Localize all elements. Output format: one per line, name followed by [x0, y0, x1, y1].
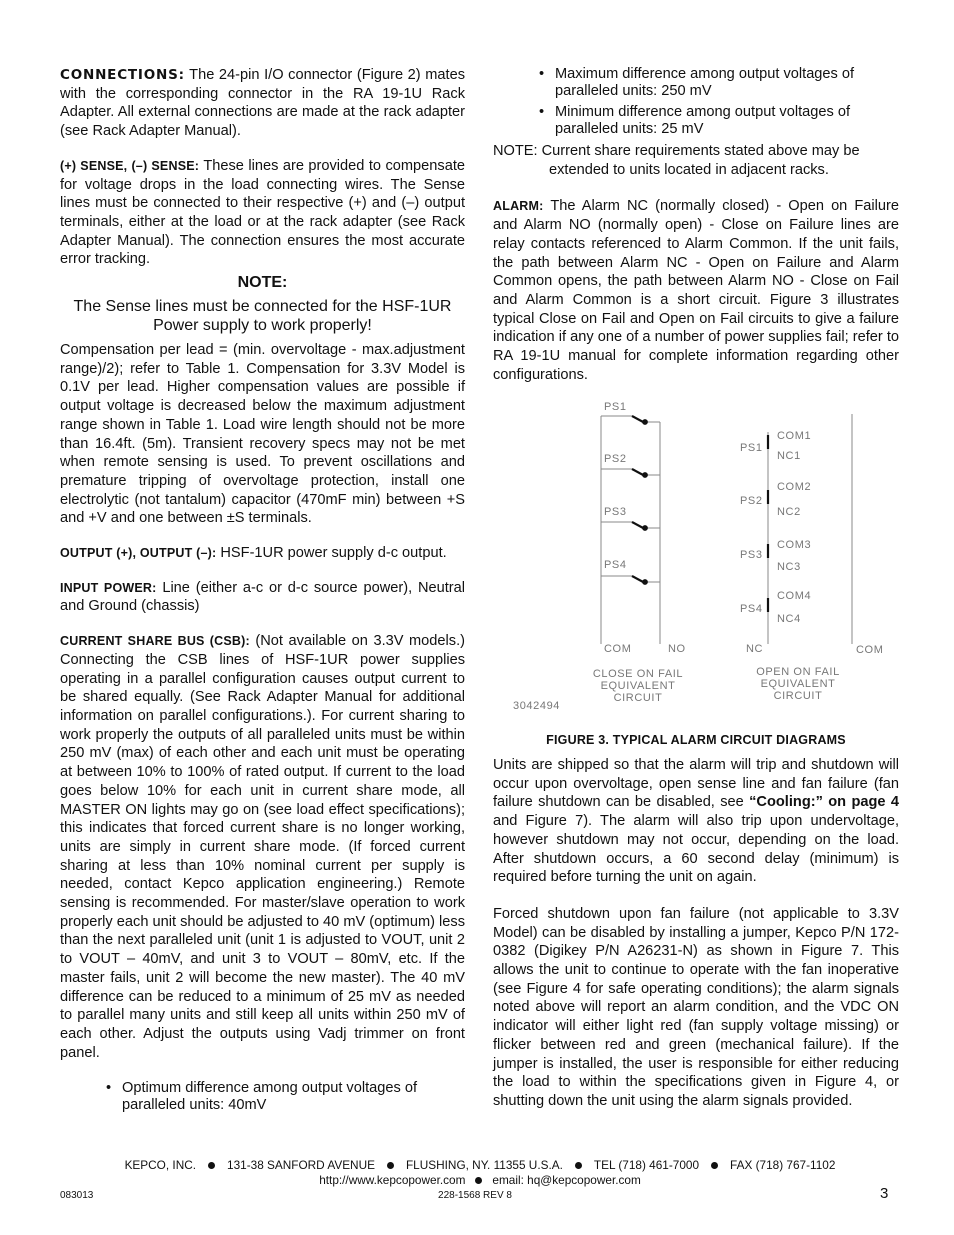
units-text-a: Units are shipped so that the alarm will trip and shutdown will occur upon overvoltage, open sense line and fan failure (fan failure shutdown can be disabled, see [493, 757, 899, 811]
input-power-heading: INPUT POWER: [60, 580, 157, 595]
footer-fax: FAX (718) 767-1102 [730, 1158, 836, 1172]
document-date-code: 083013 [60, 1190, 94, 1201]
right-com-label-1: COM1 [777, 430, 812, 442]
right-nc-label-1: NC1 [777, 450, 801, 462]
open-on-fail-caption-1: OPEN ON FAIL [756, 666, 840, 678]
right-ps-label-2: PS2 [740, 495, 763, 507]
right-column-lower [493, 756, 899, 1111]
compensation-paragraph: Compensation per lead = (min. overvoltage - max.adjustment range)/2); refer to Table 1. Compensation for 3.3V Model is 0.1V per lead. Higher compensation values are possible if output voltage is decreased below the maximum adjustment range shown in Table 1. Load wire length should not be more than 16.4ft. (5m). Transient recovery specs may not be met when remote sensing is used. To prevent oscillations and premature tripping of overvoltage protection, install one electrolytic (not tantalum) capacitor (470mF min) between +S and +V and one between ±S terminals. [60, 342, 465, 527]
connections-heading: CONNECTIONS: [60, 67, 185, 83]
right-nc-bottom-label: NC [746, 643, 764, 655]
footer-email-link[interactable]: email: hq@kepcopower.com [492, 1173, 641, 1187]
footer-tel: TEL (718) 461-7000 [593, 1158, 700, 1172]
left-column [60, 66, 465, 1113]
note-text: The Sense lines must be connected for the HSF-1UR Power supply to work properly! [73, 298, 452, 335]
output-text: HSF-1UR power supply d-c output. [216, 545, 447, 562]
alarm-circuit-diagram [500, 394, 900, 714]
cooling-link[interactable]: “Cooling:” on page 4 [749, 794, 899, 811]
page-number: 3 [880, 1185, 889, 1202]
note-heading: NOTE: [237, 274, 288, 292]
right-ps-label-1: PS1 [740, 442, 763, 454]
footer-address: 131-38 SANFORD AVENUE [227, 1158, 375, 1172]
right-com-bottom-label: COM [856, 644, 884, 656]
alarm-text: The Alarm NC (normally closed) - Open on Failure and Alarm NO (normally open) - Close on Failure lines are relay contacts referenced to Alarm Common. If the unit fails, the path between Alarm NC - Open on Failure and Alarm Common opens, the path between Alarm NO - Close on Fail and Alarm Common is a short circuit. Figure 3 illustrates typical Close on Fail and Open on Fail circuits to give a failure indication if any one of a number of power supplies fail; refer to RA 19-1U manual for complete information regarding other configurations. [493, 198, 899, 383]
input-power-text: Line (either a-c or d-c source power), Neutral and Ground (chassis) [60, 579, 465, 615]
open-on-fail-caption-3: CIRCUIT [773, 690, 823, 702]
current-share-note-line1: NOTE: Current share requirements stated above may be [493, 143, 860, 159]
csb-paragraph [60, 632, 465, 1062]
current-share-note-line2: extended to units located in adjacent racks. [549, 161, 829, 178]
close-on-fail-labels [593, 401, 686, 704]
sense-heading: (+) SENSE, (–) SENSE: [60, 158, 200, 173]
csb-heading: CURRENT SHARE BUS (CSB): [60, 634, 250, 649]
bullet-dot-icon [208, 1162, 215, 1169]
page-footer [60, 1158, 900, 1187]
footer-city: FLUSHING, NY. 11355 U.S.A. [405, 1158, 563, 1172]
bullet-minimum: • Minimum difference among output voltages of paralleled units: 25 mV [539, 104, 899, 137]
footer-contact-line [60, 1158, 900, 1172]
left-no-label: NO [668, 643, 686, 655]
right-ps-label-3: PS3 [740, 549, 763, 561]
open-on-fail-labels [740, 430, 883, 702]
right-com-label-2: COM2 [777, 481, 812, 493]
bullet-list-right [539, 66, 899, 137]
bullet-maximum: • Maximum difference among output voltages of paralleled units: 250 mV [539, 66, 899, 99]
bullet-list-left [106, 1080, 465, 1113]
left-com-label: COM [604, 643, 632, 655]
left-ps-label-4: PS4 [604, 559, 627, 571]
right-nc-label-3: NC3 [777, 561, 801, 573]
part-number: 228-1568 REV 8 [438, 1190, 512, 1201]
units-shipped-paragraph [493, 756, 899, 887]
alarm-heading: ALARM: [493, 199, 544, 214]
drawing-number: 3042494 [513, 700, 561, 712]
alarm-paragraph [493, 197, 899, 384]
forced-shutdown-paragraph: Forced shutdown upon fan failure (not applicable to 3.3V Model) can be disabled by installing a jumper, Kepco P/N 172-0382 (Digikey P/N A26231-N) as shown in Figure 7. This allows the unit to continue to operate with the fan inoperative (see Figure 4 for safe operating conditions); the alarm signals noted above will report an alarm condition, and the VDC ON indicator will either light red (fan supply voltage missing) or flicker between red and green (mechanical failure). If the jumper is installed, the user is responsible for either reducing the load to within the specifications given in Figure 4, or shutting down the unit using the alarm signals provided. [493, 905, 899, 1109]
right-nc-label-4: NC4 [777, 613, 801, 625]
right-column [493, 66, 899, 384]
csb-text: (Not available on 3.3V models.) Connecting the CSB lines of HSF-1UR power supplies operating in a parallel configuration causes output current to be shared equally. (See Rack Adapter Manual for additional information on parallel configurations.). For current sharing to work properly the outputs of all paralleled units must be within 250 mV (max) of each other and each unit must be operating at between 10% to 100% of rated output. If current to the load goes below 10% for each unit in current share mode, all MASTER ON lights may go on (see load effect specifications); this indicates that forced current share is no longer working, units are simply in current share mode. (If forced current sharing at less than 10% nominal current per supply is needed, contact Kepco application engineering.) Remote sensing is recommended. For master/slave operation to work properly each unit should be adjusted to 40 mV (optimum) less than the next paralleled unit (unit 1 is adjusted to VOUT, unit 2 to VOUT – 40mV, and unit 3 to VOUT – 80mV, etc. If the master fails, unit 2 will become the new master). The 40 mV difference can be reduced to a minimum of 25 mV as needed to parallel many units and still keep all units within 250 mV of each other. Adjust the outputs using Vadj trimmer on front panel. [60, 633, 465, 1061]
sense-text: These lines are provided to compensate for voltage drops in the load connecting wires. The Sense lines must be connected to their respective (+) and (–) output terminals, either at the load or at the rack adapter (see Rack Adapter Manual). The connection ensures the most accurate error tracking. [60, 157, 465, 268]
bullet-optimum: • Optimum difference among output voltages of paralleled units: 40mV [106, 1080, 465, 1113]
close-on-fail-caption-1: CLOSE ON FAIL [592, 668, 684, 680]
input-power-paragraph [60, 579, 465, 616]
right-com-label-3: COM3 [777, 539, 812, 551]
units-text-b: and Figure 7). The alarm will also trip upon undervoltage, however shutdown may not occur, depending on the load. After shutdown occurs, a 60 second delay (minimum) is required before turning the unit on again. [493, 813, 899, 886]
current-share-note [493, 142, 899, 179]
sense-paragraph [60, 157, 465, 269]
right-com-label-4: COM4 [777, 590, 812, 602]
footer-company: KEPCO, INC. [124, 1158, 197, 1172]
close-on-fail-caption-3: CIRCUIT [613, 692, 663, 704]
left-ps-label-3: PS3 [604, 506, 627, 518]
connections-text: The 24-pin I/O connector (Figure 2) mates with the corresponding connector in the RA 19-1U Rack Adapter. All external connections are made at the rack adapter (see Rack Adapter Manual). [60, 67, 465, 140]
right-ps-label-4: PS4 [740, 603, 763, 615]
figure-3-caption: FIGURE 3. TYPICAL ALARM CIRCUIT DIAGRAMS [546, 733, 846, 747]
connections-paragraph [60, 66, 465, 141]
bullet-dot-icon [711, 1162, 718, 1169]
footer-website-link[interactable]: http://www.kepcopower.com [319, 1173, 466, 1187]
right-nc-label-2: NC2 [777, 506, 801, 518]
bullet-dot-icon [475, 1177, 482, 1184]
bullet-dot-icon [575, 1162, 582, 1169]
output-heading: OUTPUT (+), OUTPUT (–): [60, 546, 217, 561]
open-on-fail-caption-2: EQUIVALENT [760, 678, 836, 690]
footer-web-line [60, 1173, 900, 1187]
close-on-fail-caption-2: EQUIVALENT [600, 680, 676, 692]
left-ps-label-2: PS2 [604, 453, 627, 465]
output-paragraph [60, 544, 465, 563]
left-ps-label-1: PS1 [604, 401, 627, 413]
bullet-dot-icon [387, 1162, 394, 1169]
